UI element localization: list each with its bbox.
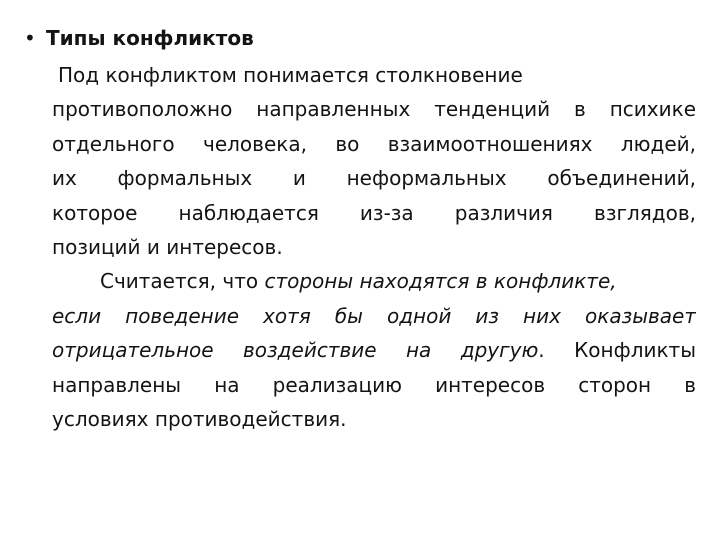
paragraph1-line: противоположно направленных тенденций в психике xyxy=(52,97,696,122)
heading-row xyxy=(24,22,254,54)
slide-heading: Типы конфликтов xyxy=(46,26,254,50)
paragraph2-line: условиях противодействия. xyxy=(52,406,347,431)
paragraph2-line: направлены на реализацию интересов сторон в xyxy=(52,372,696,397)
paragraph2-text: . Конфликты xyxy=(538,338,696,363)
paragraph2-emphasis: если поведение хотя бы одной из них оказывает xyxy=(52,303,696,328)
bullet-icon: • xyxy=(24,26,36,50)
paragraph2-text: Считается, что xyxy=(100,269,265,294)
paragraph2-emphasis: отрицательное воздействие на другую xyxy=(52,338,539,363)
paragraph1-line: позиций и интересов. xyxy=(52,234,283,259)
paragraph1-line: отдельного человека, во взаимоотношениях людей, xyxy=(52,131,696,156)
paragraph2-emphasis: стороны находятся в конфликте, xyxy=(264,269,617,294)
paragraph2-line xyxy=(52,333,696,367)
paragraph1-line: Под конфликтом понимается столкновение xyxy=(58,63,523,87)
paragraph2-line xyxy=(52,264,696,298)
body-text xyxy=(52,58,696,436)
paragraph1-line: которое наблюдается из-за различия взглядов, xyxy=(52,200,696,225)
paragraph1-line: их формальных и неформальных объединений, xyxy=(52,166,696,191)
